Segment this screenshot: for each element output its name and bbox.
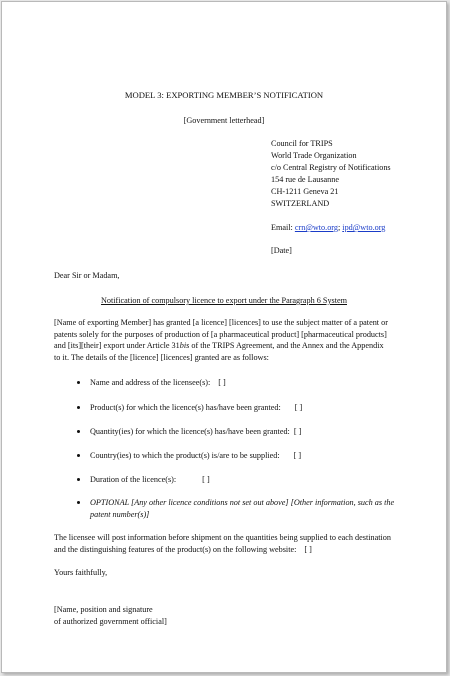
email-label: Email: [271,223,295,232]
paragraph-line [54,341,388,353]
document-title: MODEL 3: EXPORTING MEMBER’S NOTIFICATION [124,90,324,100]
address-line: SWITZERLAND [271,199,330,208]
blank-field: [ ] [293,427,302,436]
blank-field: [ ] [293,451,302,460]
paragraph-line: patents solely for the purposes of production of [a pharmaceutical product] [pharmaceutical products] [54,329,387,339]
salutation: Dear Sir or Madam, [54,271,120,280]
bullet-icon [77,406,80,409]
blank-field: [ ] [202,475,210,484]
bullet-icon [77,430,80,433]
address-line: c/o Central Registry of Notifications [271,163,391,172]
blank-field: [ ] [294,403,303,412]
bullet-text: OPTIONAL [Any other licence conditions not set out above] [Other information, such as the [90,498,395,507]
signature-line: [Name, position and signature [54,605,153,614]
paragraph-line: to it. The details of the [licence] [licences] granted are as follows: [54,352,269,362]
subject-line: Notification of compulsory licence to export under the Paragraph 6 System [100,296,347,305]
signature-block [54,605,167,628]
address-line: CH-1211 Geneva 21 [271,187,339,196]
blank-field: [ ] [218,378,226,387]
email-link-ipd[interactable]: ipd@wto.org [342,223,386,232]
bullet-icon [77,501,80,504]
date-placeholder: [Date] [271,246,292,255]
bullet-text: Duration of the licence(s): [90,475,177,484]
address-line: 154 rue de Lausanne [271,175,339,184]
bullet-icon [77,381,80,384]
closing: Yours faithfully, [54,568,108,577]
email-link-crn[interactable]: crn@wto.org [294,223,338,232]
bullet-text: Name and address of the licensee(s): [90,378,211,387]
italic-text: bis [179,341,190,351]
address-line: Council for TRIPS [271,139,333,148]
bullet-icon [77,454,80,457]
document-page [1,1,447,673]
email-separator: ; [337,223,343,232]
bullet-text: patent number(s)] [90,510,150,519]
body-paragraph-2 [54,533,391,557]
paragraph-text: and [its][their] export under Article 31 [54,341,180,351]
paragraph-text: of the TRIPS Agreement, and the Annex and the Appendix [189,341,384,351]
body-paragraph-1 [54,318,388,364]
bullet-text: Quantity(ies) for which the licence(s) has/have been granted: [90,427,290,436]
bullet-icon [77,478,80,481]
bullet-text: Country(ies) to which the product(s) is/are to be supplied: [90,451,280,460]
signature-line: of authorized government official] [54,616,167,626]
letterhead-placeholder: [Government letterhead] [183,116,265,125]
paragraph-line: [Name of exporting Member] has granted [a licence] [licences] to use the subject matter of a patent or [54,318,388,327]
blank-field: [ ] [304,545,312,554]
paragraph-line [54,545,391,557]
paragraph-line: The licensee will post information before shipment on the quantities being supplied to each destination [54,533,391,542]
bullet-text: Product(s) for which the licence(s) has/have been granted: [90,403,281,412]
email-line [271,223,385,233]
address-line: World Trade Organization [271,151,357,160]
paragraph-text: and the distinguishing features of the product(s) on the following website: [54,545,297,554]
recipient-address [271,139,391,211]
